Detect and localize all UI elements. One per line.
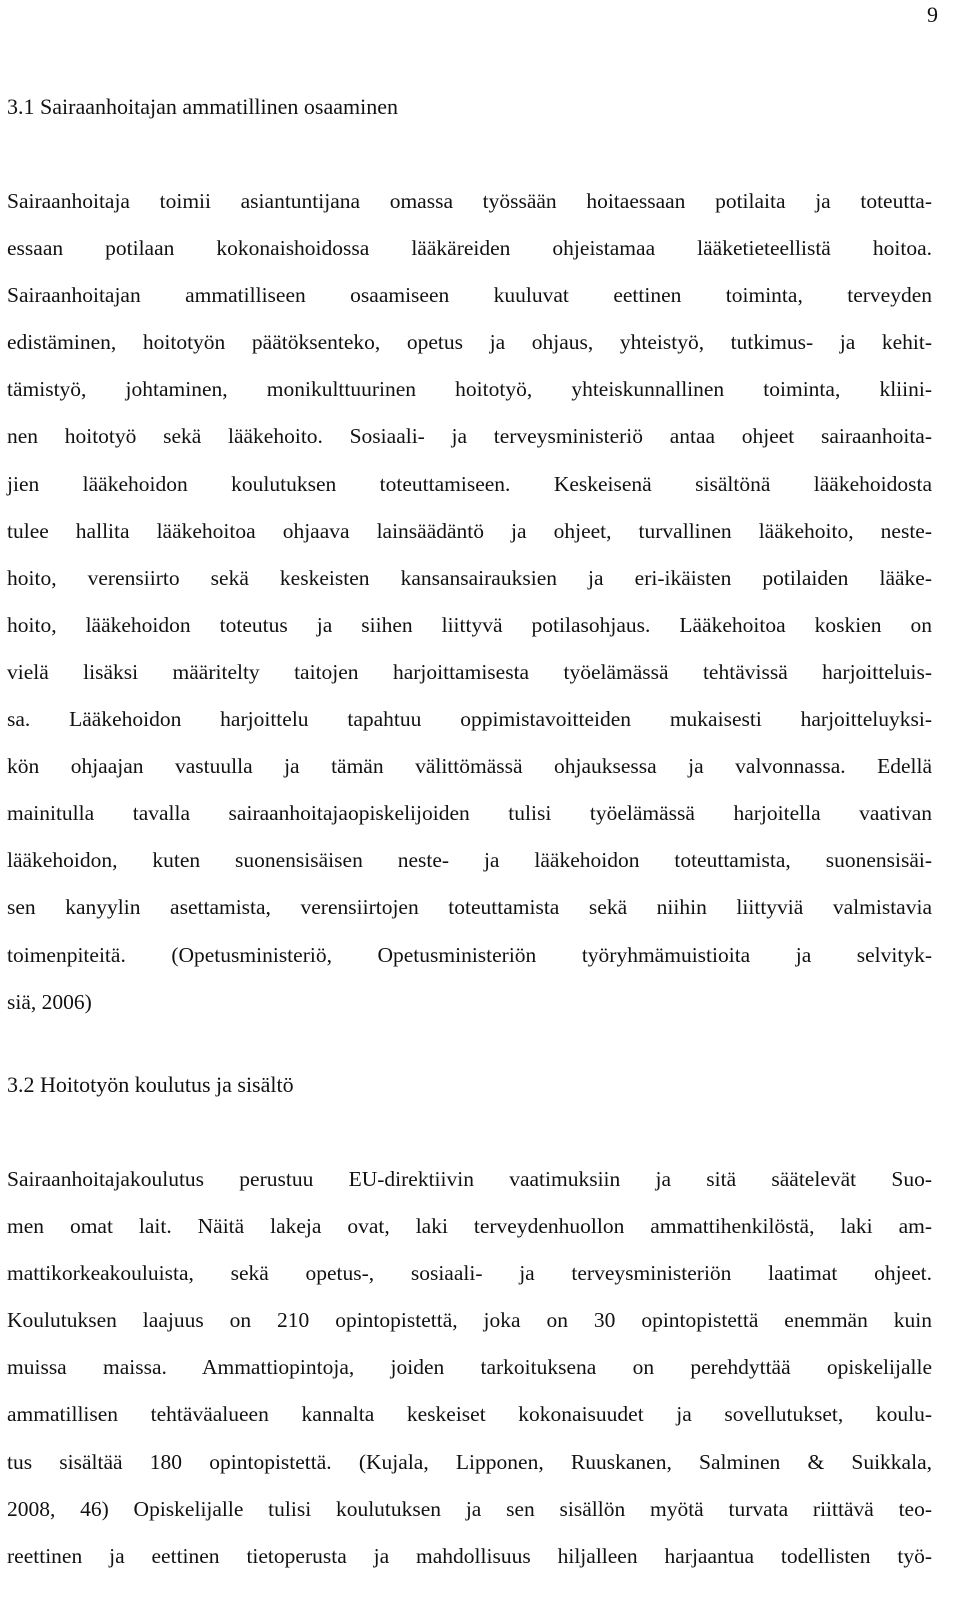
section-heading-3-1: 3.1 Sairaanhoitajan ammatillinen osaaminen <box>7 94 398 119</box>
text-line: sa. Lääkehoidon harjoittelu tapahtuu oppimistavoitteiden mukaisesti harjoitteluyksi- <box>7 707 932 732</box>
text-line: lääkehoidon, kuten suonensisäisen neste- ja lääkehoidon toteuttamista, suonensisäi- <box>7 848 932 873</box>
text-line: tulee hallita lääkehoitoa ohjaava lainsäädäntö ja ohjeet, turvallinen lääkehoito, neste- <box>7 518 932 543</box>
text-line: essaan potilaan kokonaishoidossa lääkäreiden ohjeistamaa lääketieteellistä hoitoa. <box>7 236 932 261</box>
text-line: hoito, lääkehoidon toteutus ja siihen liittyvä potilasohjaus. Lääkehoitoa koskien on <box>7 612 932 637</box>
text-line: Sairaanhoitajakoulutus perustuu EU-direktiivin vaatimuksiin ja sitä säätelevät Suo- <box>7 1167 932 1191</box>
text-line: Sairaanhoitaja toimii asiantuntijana omassa työssään hoitaessaan potilaita ja toteutta- <box>7 189 932 213</box>
text-line: toimenpiteitä. (Opetusministeriö, Opetusministeriön työryhmämuistioita ja selvityk- <box>7 942 932 967</box>
text-line: muissa maissa. Ammattiopintoja, joiden tarkoituksena on perehdyttää opiskelijalle <box>7 1355 932 1380</box>
text-line: reettinen ja eettinen tietoperusta ja mahdollisuus hiljalleen harjaantua todellisten työ- <box>7 1543 932 1568</box>
section-3-1-paragraph <box>7 186 932 1034</box>
text-line: mainitulla tavalla sairaanhoitajaopiskelijoiden tulisi työelämässä harjoitella vaativan <box>7 801 932 826</box>
text-line: hoito, verensiirto sekä keskeisten kansansairauksien ja eri-ikäisten potilaiden lääke- <box>7 565 932 590</box>
text-line: jien lääkehoidon koulutuksen toteuttamiseen. Keskeisenä sisältönä lääkehoidosta <box>7 471 932 496</box>
text-line: mattikorkeakouluista, sekä opetus-, sosiaali- ja terveysministeriön laatimat ohjeet. <box>7 1261 932 1286</box>
page-number: 9 <box>927 2 938 27</box>
text-line: nen hoitotyö sekä lääkehoito. Sosiaali- ja terveysministeriö antaa ohjeet sairaanhoita- <box>7 424 932 449</box>
text-line: siä, 2006) <box>7 989 92 1014</box>
text-line: Sairaanhoitajan ammatilliseen osaamiseen kuuluvat eettinen toiminta, terveyden <box>7 283 932 308</box>
text-line: tämistyö, johtaminen, monikulttuurinen hoitotyö, yhteiskunnallinen toiminta, kliini- <box>7 377 932 402</box>
text-line: ammatillisen tehtäväalueen kannalta keskeiset kokonaisuudet ja sovellutukset, koulu- <box>7 1402 932 1427</box>
text-line: men omat lait. Näitä lakeja ovat, laki terveydenhuollon ammattihenkilöstä, laki am- <box>7 1214 932 1239</box>
section-3-2-paragraph <box>7 1164 932 1588</box>
text-line: tus sisältää 180 opintopistettä. (Kujala, Lipponen, Ruuskanen, Salminen & Suikkala, <box>7 1449 932 1474</box>
text-line: 2008, 46) Opiskelijalle tulisi koulutuksen ja sen sisällön myötä turvata riittävä teo- <box>7 1496 932 1521</box>
section-heading-3-2: 3.2 Hoitotyön koulutus ja sisältö <box>7 1072 294 1097</box>
text-line: edistäminen, hoitotyön päätöksenteko, opetus ja ohjaus, yhteistyö, tutkimus- ja kehit- <box>7 330 932 355</box>
text-line: vielä lisäksi määritelty taitojen harjoittamisesta työelämässä tehtävissä harjoitteluis- <box>7 659 932 684</box>
text-line: Koulutuksen laajuus on 210 opintopistettä, joka on 30 opintopistettä enemmän kuin <box>7 1308 932 1333</box>
text-line: sen kanyylin asettamista, verensiirtojen toteuttamista sekä niihin liittyviä valmistavia <box>7 895 932 920</box>
text-line: kön ohjaajan vastuulla ja tämän välittömässä ohjauksessa ja valvonnassa. Edellä <box>7 754 932 779</box>
